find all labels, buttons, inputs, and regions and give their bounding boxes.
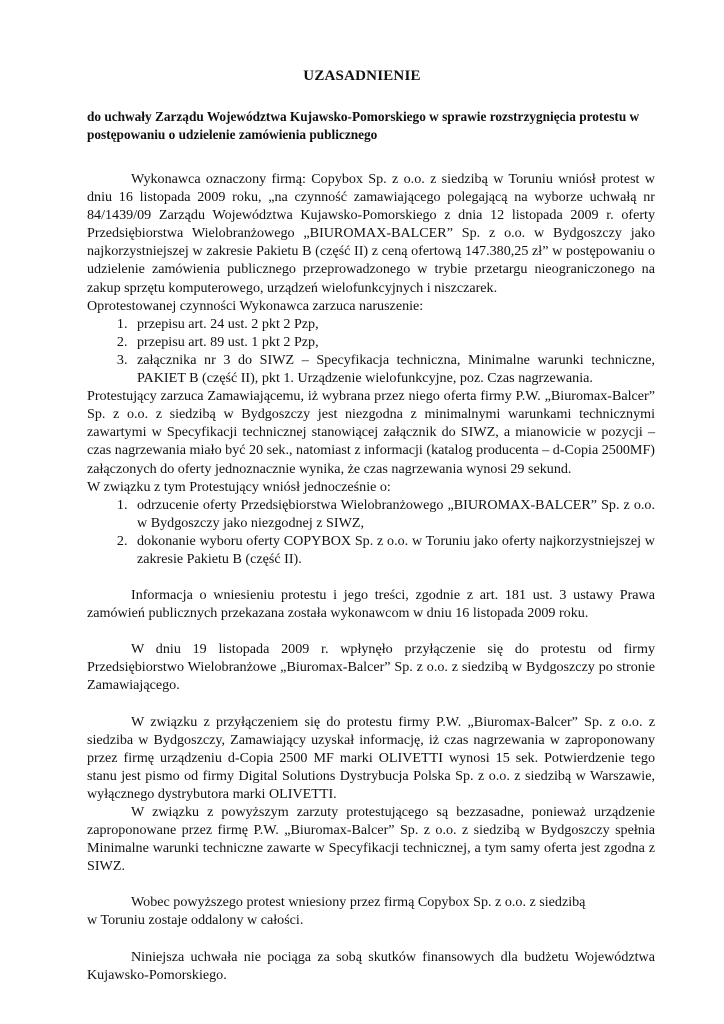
paragraph-finance: Niniejsza uchwała nie pociąga za sobą skutków finansowych dla budżetu Województwa Kujawsko-Pomorskiego. [87, 948, 655, 983]
list-item: 3. załącznika nr 3 do SIWZ – Specyfikacja techniczna, Minimalne warunki techniczne, PAKIET B (część II), pkt 1. Urządzenie wielofunkcyjne, poz. Czas nagrzewania. [131, 351, 655, 387]
paragraph-decision-line2: w Toruniu zostaje oddalony w całości. [87, 912, 304, 929]
paragraph-protest: Wykonawca oznaczony firmą: Copybox Sp. z o.o. z siedzibą w Toruniu wniósł protest w dniu 16 listopada 2009 roku, „na czynność zamawiającego polegającą na wyborze uchwałą nr 84/1439/09 Zarządu Województwa Kujawsko-Pomorskiego z dnia 12 listopada 2009 r. oferty Przedsiębiorstwa Wielobranżowego „BIUROMAX-BALCER” Sp. z o.o. w Bydgoszczy jako najkorzystniejszej w zakresie Pakietu B (część II) z ceną ofertową 147.380,25 zł” w postępowaniu o udzielenie zamówienia publicznego przeprowadzonego w trybie przetargu nieograniczonego na zakup sprzętu komputerowego, urządzeń wielofunkcyjnych i niszczarek. [87, 171, 655, 296]
list-item: 2. przepisu art. 89 ust. 1 pkt 2 Pzp, [131, 333, 655, 351]
violations-list [87, 315, 655, 387]
paragraph-join: W dniu 19 listopada 2009 r. wpłynęło przyłączenie się do protestu od firmy Przedsiębiorstwo Wielobranżowe „Biuromax-Balcer” Sp. z o.o. z siedzibą w Bydgoszczy po stronie Zamawiającego. [87, 641, 655, 694]
paragraph-requests-intro: W związku z tym Protestujący wniósł jednocześnie o: [87, 478, 391, 495]
document-body [87, 170, 655, 984]
paragraph-info: Informacja o wniesieniu protestu i jego treści, zgodnie z art. 181 ust. 3 ustawy Prawa zamówień publicznych przekazana została wykonawcom w dniu 16 listopada 2009 roku. [87, 587, 655, 622]
list-item: 2. dokonanie wyboru oferty COPYBOX Sp. z o.o. w Toruniu jako oferty najkorzystniejszej w zakresie Pakietu B (część II). [131, 532, 655, 568]
list-item: 1. odrzucenie oferty Przedsiębiorstwa Wielobranżowego „BIUROMAX-BALCER” Sp. z o.o. w Bydgoszczy jako niezgodnej z SIWZ, [131, 496, 655, 532]
paragraph-info2: W związku z przyłączeniem się do protestu firmy P.W. „Biuromax-Balcer” Sp. z o.o. z siedziba w Bydgoszczy, Zamawiający uzyskał informację, iż czas nagrzewania w zaproponowany przez firmę urządzeniu d-Copia 2500 MF marki OLIVETTI wynosi 15 sek. Potwierdzenie tego stanu jest pismo od firmy Digital Solutions Dystrybucja Polska Sp. z o.o. z siedzibą w Warszawie, wyłącznego dystrybutora marki OLIVETTI. [87, 713, 655, 802]
paragraph-conclusion: W związku z powyższym zarzuty protestującego są bezzasadne, ponieważ urządzenie zaproponowane przez firmę P.W. „Biuromax-Balcer” Sp. z o.o. z siedzibą w Bydgoszczy spełnia Minimalne warunki techniczne zawarte w Specyfikacji technicznej, a tym samy oferta jest zgodna z SIWZ. [87, 804, 655, 875]
requests-list [87, 496, 655, 568]
document-subtitle: do uchwały Zarządu Województwa Kujawsko-Pomorskiego w sprawie rozstrzygnięcia protestu w postępowaniu o udzielenie zamówienia publicznego [87, 109, 640, 142]
paragraph-charge: Protestujący zarzuca Zamawiającemu, iż wybrana przez niego oferta firmy P.W. „Biuromax-Balcer” Sp. z o.o. z siedzibą w Bydgoszczy jest niezgodna z minimalnymi warunkami technicznymi zawartymi w Specyfikacji technicznej stanowiącej załącznik do SIWZ, a mianowicie w pozycji – czas nagrzewania miało być 20 sek., natomiast z informacji (katalog producenta – d-Copia 2500MF) załączonych do oferty jednoznacznie wynika, że czas nagrzewania wynosi 29 sekund. [87, 388, 655, 477]
paragraph-decision-line1: Wobec powyższego protest wniesiony przez firmą Copybox Sp. z o.o. z siedzibą [131, 894, 586, 911]
paragraph-violations-intro: Oprotestowanej czynności Wykonawca zarzuca naruszenie: [87, 297, 424, 314]
document-title: UZASADNIENIE [303, 68, 421, 84]
list-item: 1. przepisu art. 24 ust. 2 pkt 2 Pzp, [131, 315, 655, 333]
